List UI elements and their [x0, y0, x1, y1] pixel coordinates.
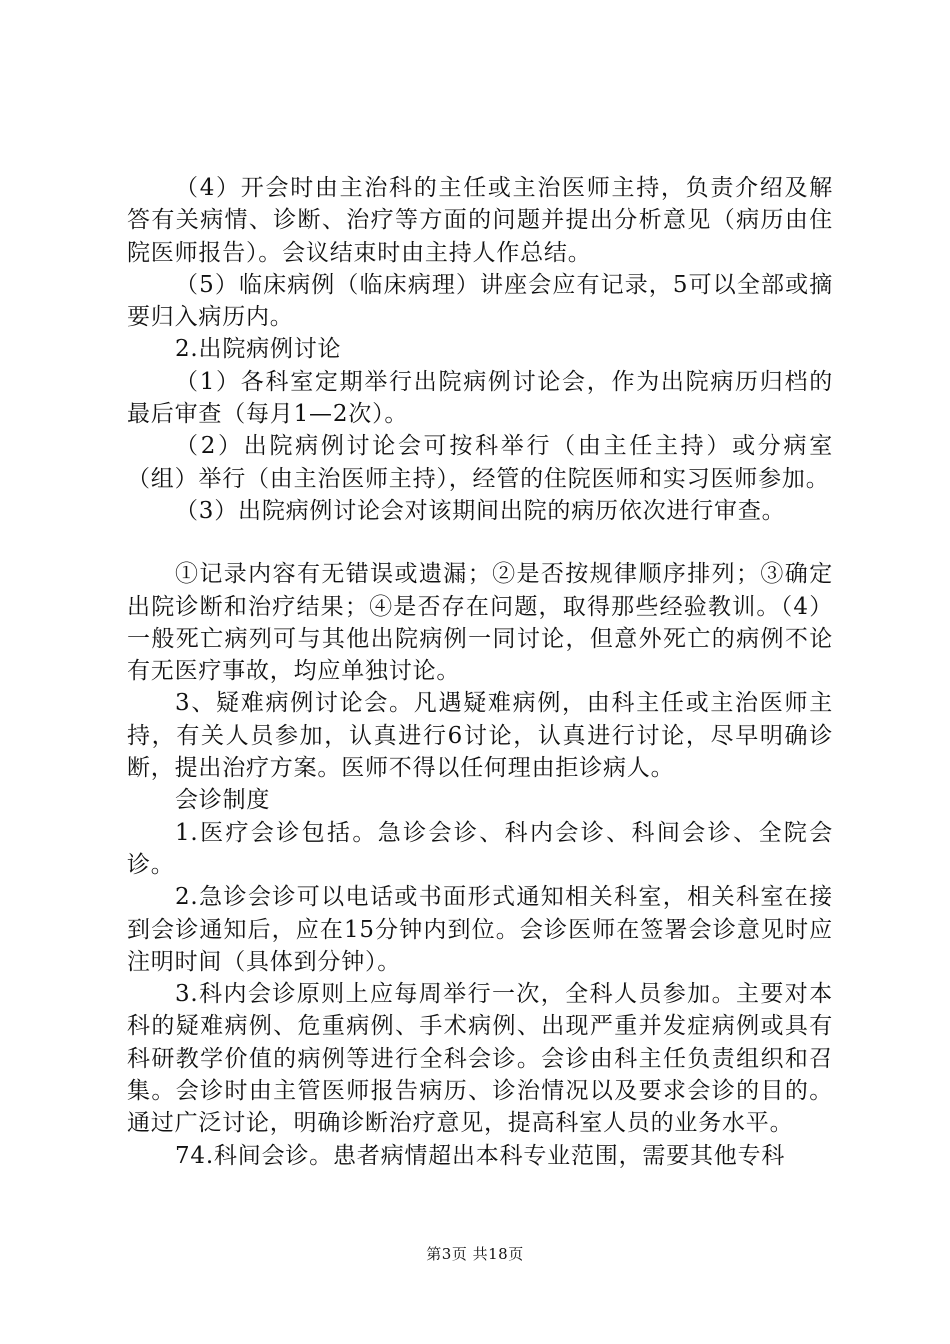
paragraph-lecture-record: （5）临床病例（临床病理）讲座会应有记录，5可以全部或摘要归入病历内。: [127, 271, 833, 331]
paragraph-emergency-consultation: 2.急诊会诊可以电话或书面形式通知相关科室，相关科室在接到会诊通知后，应在15分钟内到位。会诊医师在签署会诊意见时应注明时间（具体到分钟）。: [127, 884, 833, 975]
heading-consultation-system: 会诊制度: [175, 787, 271, 814]
paragraph-interdepartment-consultation: 74.科间会诊。患者病情超出本科专业范围，需要其他专科: [175, 1142, 786, 1169]
paragraph-department-consultation: 3.科内会诊原则上应每周举行一次，全科人员参加。主要对本科的疑难病例、危重病例、手术病例、出现严重并发症病例或具有科研教学价值的病例等进行全科会诊。会诊由科主任负责组织和召集。会诊时由主管医师报告病历、诊治情况以及要求会诊的目的。通过广泛讨论，明确诊断治疗意见，提高科室人员的业务水平。: [127, 981, 833, 1137]
paragraph-review-items: ①记录内容有无错误或遗漏；②是否按规律顺序排列；③确定出院诊断和治疗结果；④是否存在问题，取得那些经验教训。（4）一般死亡病列可与其他出院病例一同讨论，但意外死亡的病例不论有无医疗事故，均应单独讨论。: [127, 561, 833, 685]
paragraph-conference-chair: （4）开会时由主治科的主任或主治医师主持，负责介绍及解答有关病情、诊断、治疗等方面的问题并提出分析意见（病历由住院医师报告）。会议结束时由主持人作总结。: [127, 175, 833, 266]
paragraph-discharge-1: （1）各科室定期举行出院病例讨论会，作为出院病历归档的最后审查（每月1—2次）。: [127, 368, 833, 428]
paragraph-difficult-cases: 3、疑难病例讨论会。凡遇疑难病例，由科主任或主治医师主持，有关人员参加，认真进行6讨论，认真进行讨论，尽早明确诊断，提出治疗方案。医师不得以任何理由拒诊病人。: [127, 690, 833, 782]
blank-line: [127, 527, 833, 558]
paragraph-discharge-2: （2）出院病例讨论会可按科举行（由主任主持）或分病室（组）举行（由主治医师主持），经管的住院医师和实习医师参加。: [127, 433, 833, 492]
heading-discharge-discussion: 2.出院病例讨论: [175, 336, 342, 363]
paragraph-discharge-3: （3）出院病例讨论会对该期间出院的病历依次进行审查。: [175, 497, 786, 524]
document-body: [127, 172, 833, 1172]
paragraph-consultation-types: 1.医疗会诊包括。急诊会诊、科内会诊、科间会诊、全院会诊。: [127, 819, 833, 878]
page-footer: 第3页 共18页: [426, 1245, 524, 1263]
